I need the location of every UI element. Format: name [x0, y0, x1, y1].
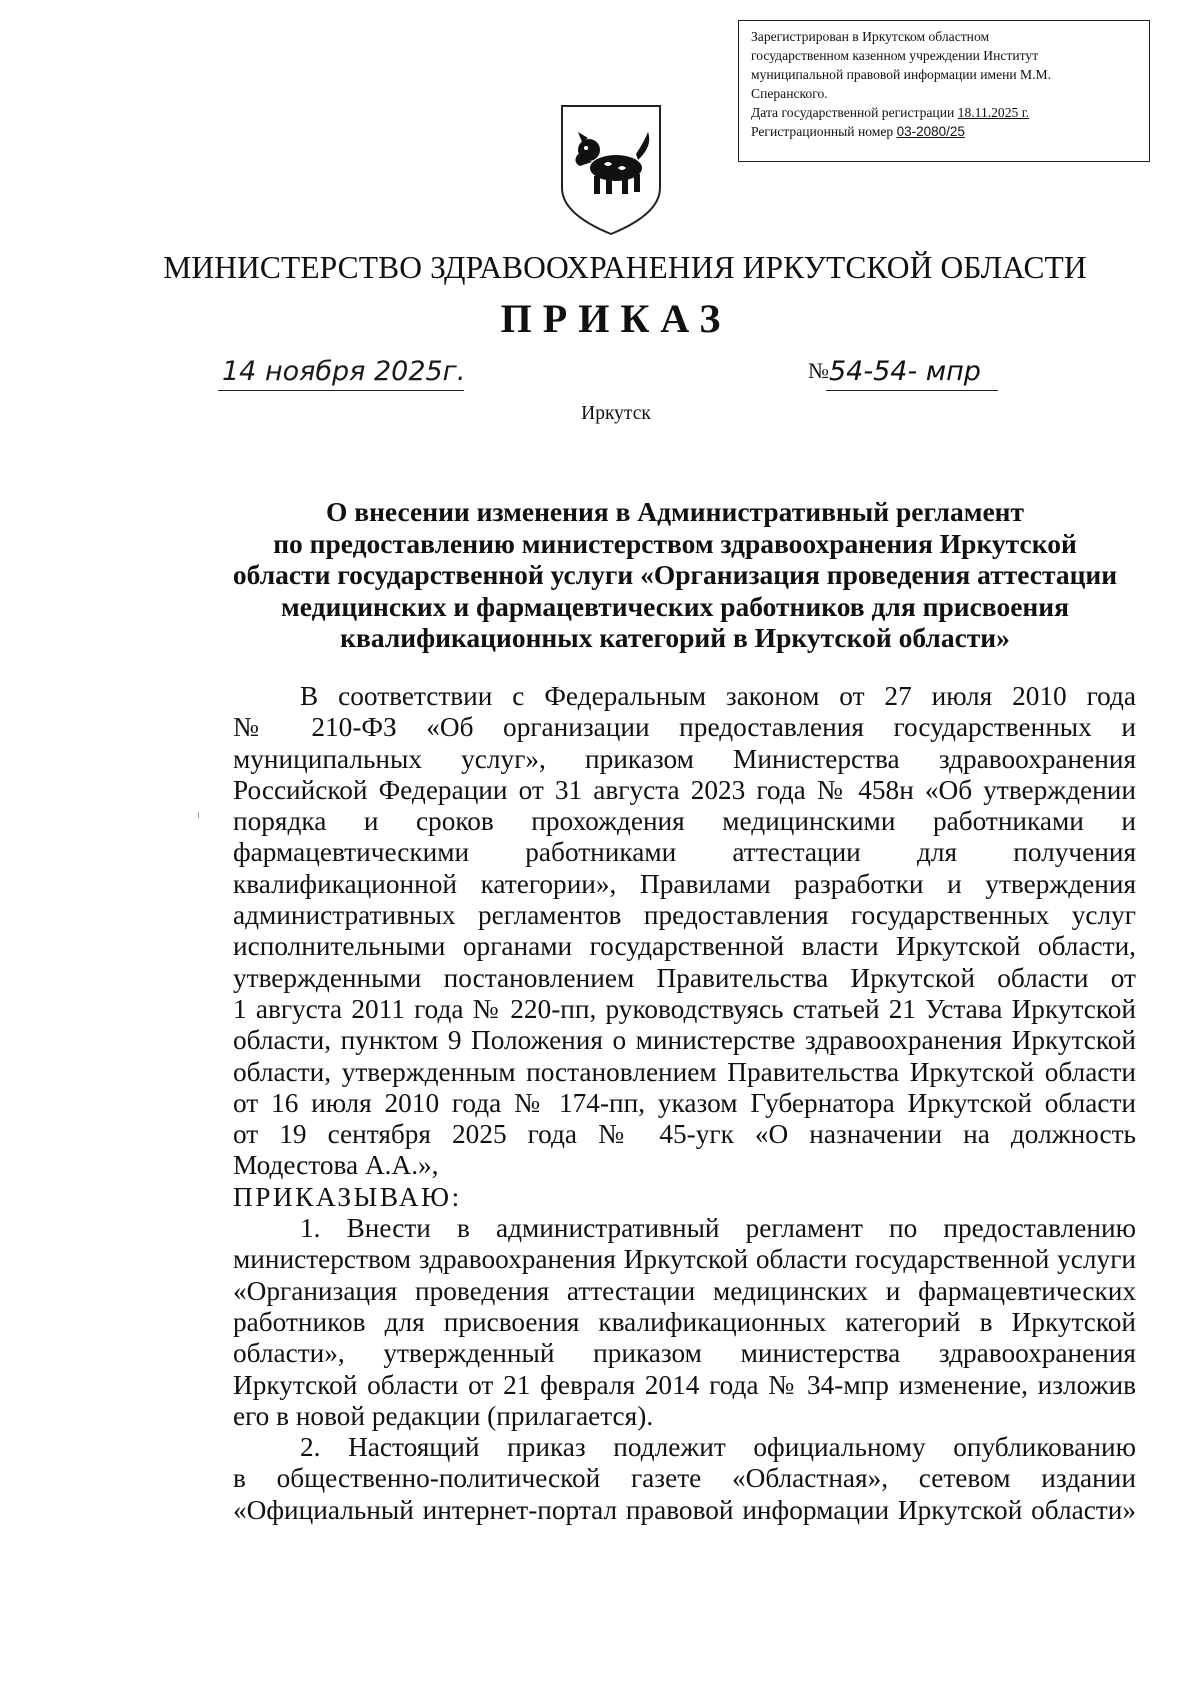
sable-coat-of-arms-icon [558, 102, 664, 238]
document-title [220, 496, 1130, 654]
registration-number-label: Регистрационный номер [751, 124, 897, 139]
body-line: исполнительными органами государственной власти Иркутской области, [233, 931, 1136, 962]
document-number [808, 356, 981, 387]
title-line: медицинских и фармацевтических работников для присвоения [281, 590, 1069, 622]
title-line: квалификационных категорий в Иркутской области» [340, 622, 1010, 653]
scan-artifact [198, 812, 199, 818]
title-line: по предоставлению министерством здравоохранения Иркутской [273, 527, 1077, 559]
city-name: Иркутск [581, 403, 651, 424]
registration-line: муниципальной правовой информации имени М.М. [751, 67, 1052, 82]
body-line: фармацевтическими работниками аттестации для получения [233, 837, 1136, 868]
body-line: от 19 сентября 2025 года № 45-угк «О назначении на должность [233, 1119, 1136, 1150]
registration-date-label: Дата государственной регистрации [751, 105, 958, 120]
registration-date-value: 18.11.2025 г. [957, 105, 1030, 120]
body-line: 1. Внести в административный регламент по предоставлению [300, 1213, 1136, 1244]
date-underline [218, 390, 464, 391]
registration-line: Сперанского. [751, 86, 828, 101]
body-line: его в новой редакции (прилагается). [233, 1400, 654, 1431]
body-line: «Официальный интернет-портал правовой информации Иркутской области» [233, 1494, 1136, 1525]
body-line: в общественно-политической газете «Областная», сетевом издании [233, 1463, 1136, 1494]
registration-number-value: 03-2080/25 [896, 124, 965, 139]
body-line: утвержденными постановлением Правительства Иркутской области от [233, 962, 1136, 993]
body-line: работников для присвоения квалификационных категорий в Иркутской [233, 1306, 1136, 1337]
title-line: О внесении изменения в Административный регламент [325, 496, 1025, 527]
registration-date [751, 103, 1139, 122]
body-line: 2. Настоящий приказ подлежит официальному опубликованию [300, 1432, 1136, 1463]
body-line: от 16 июля 2010 года № 174-пп, указом Губернатора Иркутской области [233, 1087, 1136, 1118]
document-body [233, 681, 1136, 1526]
ministry-name: МИНИСТЕРСТВО ЗДРАВООХРАНЕНИЯ ИРКУТСКОЙ ОБЛАСТИ [163, 250, 1087, 285]
body-line: административных регламентов предоставления государственных услуг [233, 900, 1136, 931]
number-underline [826, 390, 998, 391]
registration-stamp [738, 20, 1150, 162]
body-line: муниципальных услуг», приказом Министерства здравоохранения [233, 743, 1136, 774]
body-line: Российской Федерации от 31 августа 2023 года № 458н «Об утверждении [233, 774, 1136, 805]
body-line: области», утвержденный приказом министерства здравоохранения [233, 1338, 1136, 1369]
body-line: порядка и сроков прохождения медицинскими работниками и [233, 806, 1136, 837]
body-line: № 210-ФЗ «Об организации предоставления государственных и [233, 712, 1136, 743]
body-line: квалификационной категории», Правилами разработки и утверждения [233, 868, 1136, 899]
body-line: 1 августа 2011 года № 220-пп, руководствуясь статьей 21 Устава Иркутской [233, 993, 1136, 1024]
title-line: области государственной услуги «Организация проведения аттестации [232, 559, 1118, 590]
order-keyword: ПРИКАЗЫВАЮ: [233, 1181, 462, 1212]
body-line: Модестова А.А.», [233, 1150, 439, 1181]
number-sign: № [808, 358, 829, 383]
body-line: области, утвержденным постановлением Правительства Иркутской области [233, 1056, 1136, 1087]
body-line: области, пунктом 9 Положения о министерстве здравоохранения Иркутской [233, 1025, 1136, 1056]
handwritten-date: 14 ноября 2025г. [222, 356, 466, 387]
body-line: Иркутской области от 21 февраля 2014 года № 34-мпр изменение, изложив [233, 1369, 1136, 1400]
body-line: В соответствии с Федеральным законом от 27 июля 2010 года [300, 681, 1136, 711]
registration-line: государственном казенном учреждении Институт [751, 48, 1039, 63]
body-line: «Организация проведения аттестации медицинских и фармацевтических [233, 1275, 1136, 1306]
registration-number [751, 122, 1139, 141]
document-type: ПРИКАЗ [500, 296, 732, 341]
body-line: министерством здравоохранения Иркутской области государственной услуги [233, 1244, 1136, 1275]
handwritten-number: 54-54- мпр [829, 356, 981, 387]
registration-line: Зарегистрирован в Иркутском областном [751, 29, 990, 44]
